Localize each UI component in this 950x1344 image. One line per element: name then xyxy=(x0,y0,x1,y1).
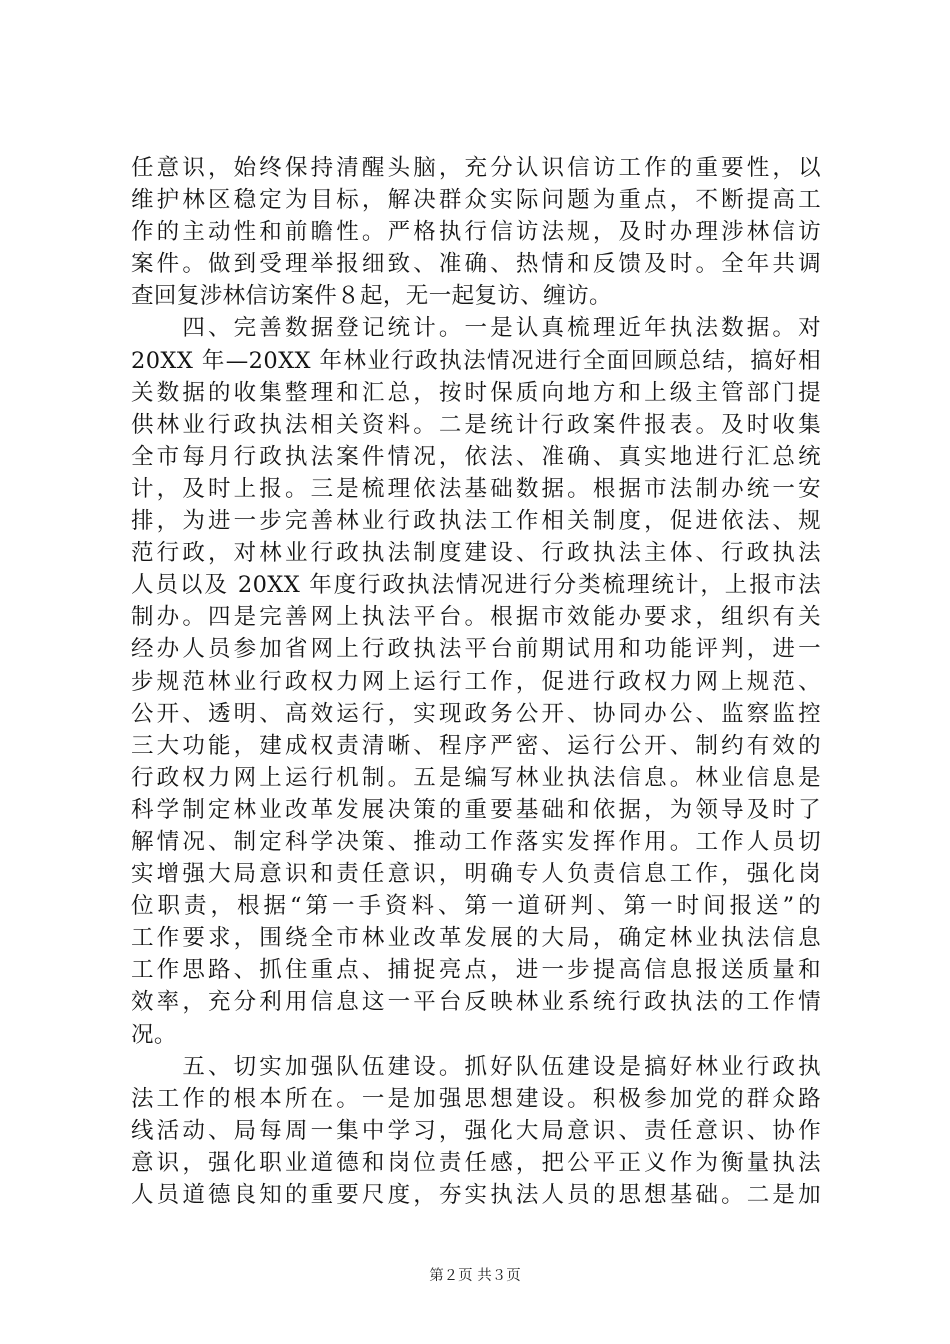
text-line: 线活动、局每周一集中学习，强化大局意识、责任意识、协作 xyxy=(131,1117,821,1144)
text-line: 四、完善数据登记统计。一是认真梳理近年执法数据。对 xyxy=(131,315,821,342)
page-footer: 第２页 共３页 xyxy=(429,1268,521,1284)
text-line: 解情况、制定科学决策、推动工作落实发挥作用。工作人员切 xyxy=(131,828,821,855)
text-line: 20XX 年—20XX 年林业行政执法情况进行全面回顾总结，搞好相 xyxy=(131,347,821,374)
text-line: 计，及时上报。三是梳理依法基础数据。根据市法制办统一安 xyxy=(131,475,821,502)
text-line: 行政权力网上运行机制。五是编写林业执法信息。林业信息是 xyxy=(131,764,821,791)
text-line: 三大功能，建成权责清晰、程序严密、运行公开、制约有效的 xyxy=(131,732,821,759)
text-line: 工作要求，围绕全市林业改革发展的大局，确定林业执法信息 xyxy=(131,925,821,952)
text-line: 排，为进一步完善林业行政执法工作相关制度，促进依法、规 xyxy=(131,508,821,535)
text-line: 法工作的根本所在。一是加强思想建设。积极参加党的群众路 xyxy=(131,1085,821,1112)
text-line: 任意识，始终保持清醒头脑，充分认识信访工作的重要性，以 xyxy=(131,155,821,181)
text-line: 位职责，根据“第一手资料、第一道研判、第一时间报送”的 xyxy=(131,893,821,920)
text-line: 步规范林业行政权力网上运行工作，促进行政权力网上规范、 xyxy=(131,668,821,695)
text-line: 案件。做到受理举报细致、准确、热情和反馈及时。全年共调 xyxy=(131,251,821,278)
text-line: 科学制定林业改革发展决策的重要基础和依据，为领导及时了 xyxy=(131,796,821,823)
text-line: 工作思路、抓住重点、捕捉亮点，进一步提高信息报送质量和 xyxy=(131,957,821,984)
text-line: 维护林区稳定为目标，解决群众实际问题为重点，不断提高工 xyxy=(131,187,821,214)
text-line: 五、切实加强队伍建设。抓好队伍建设是搞好林业行政执 xyxy=(131,1053,821,1080)
text-line: 人员以及 20XX 年度行政执法情况进行分类梳理统计，上报市法 xyxy=(131,572,821,599)
text-line: 经办人员参加省网上行政执法平台前期试用和功能评判，进一 xyxy=(131,636,821,663)
text-line: 人员道德良知的重要尺度，夯实执法人员的思想基础。二是加 xyxy=(131,1182,821,1208)
text-line: 查回复涉林信访案件８起，无一起复访、缠访。 xyxy=(131,283,612,310)
text-line: 范行政，对林业行政执法制度建设、行政执法主体、行政执法 xyxy=(131,540,821,567)
text-line: 全市每月行政执法案件情况，依法、准确、真实地进行汇总统 xyxy=(131,443,821,470)
text-line: 制办。四是完善网上执法平台。根据市效能办要求，组织有关 xyxy=(131,604,821,631)
text-line: 况。 xyxy=(131,1021,177,1048)
text-line: 供林业行政执法相关资料。二是统计行政案件报表。及时收集 xyxy=(131,411,821,438)
text-line: 效率，充分利用信息这一平台反映林业系统行政执法的工作情 xyxy=(131,989,821,1016)
text-line: 关数据的收集整理和汇总，按时保质向地方和上级主管部门提 xyxy=(131,379,821,406)
text-line: 公开、透明、高效运行，实现政务公开、协同办公、监察监控 xyxy=(131,700,821,727)
body-text xyxy=(131,152,821,1211)
text-line: 作的主动性和前瞻性。严格执行信访法规，及时办理涉林信访 xyxy=(131,219,821,246)
text-line: 意识，强化职业道德和岗位责任感，把公平正义作为衡量执法 xyxy=(131,1149,821,1176)
text-line: 实增强大局意识和责任意识，明确专人负责信息工作，强化岗 xyxy=(131,861,821,888)
